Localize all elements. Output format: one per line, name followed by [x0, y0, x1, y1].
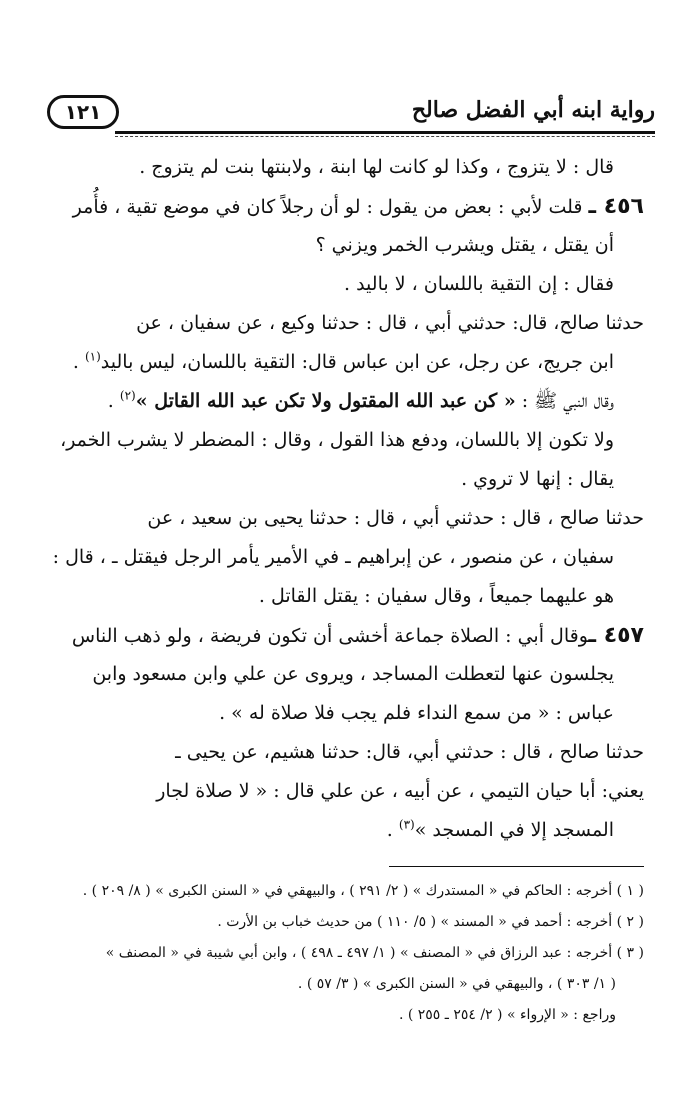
text-line: قلت لأبي : بعض من يقول : لو أن رجلاً كان في موضع تقية ، فأُمر: [72, 196, 589, 218]
footnote-separator: [389, 866, 644, 867]
text-line: حدثنا صالح ، قال : حدثني أبي، قال: حدثنا هشيم، عن يحيى ـ: [175, 741, 644, 763]
footnote-3: ( ٣ ) أخرجه : عبد الرزاق في « المصنف » ( ١/ ٤٩٧ ـ ٤٩٨ ) ، وابن أبي شيبة في « المصنف »: [105, 945, 644, 961]
text-line: يقال : إنها لا تروي .: [461, 468, 614, 490]
text-line: فقال : إن التقية باللسان ، لا باليد .: [344, 273, 614, 295]
text-segment: .: [107, 390, 120, 412]
footnote-2: ( ٢ ) أخرجه : أحمد في « المسند » ( ٥/ ١١٠ ) من حديث خباب بن الأرت .: [217, 914, 644, 930]
paragraph-number-456: ٤٥٦ ـ: [588, 194, 644, 219]
paragraph-457-first-line: [44, 616, 644, 655]
footnote-ref-2: (٢): [119, 388, 136, 403]
text-segment: وقال النبي ﷺ :: [515, 390, 614, 412]
text-line: يجلسون عنها لتعطلت المساجد ، ويروى عن علي وابن مسعود وابن: [92, 663, 614, 685]
text-line: حدثنا صالح ، قال : حدثني أبي ، قال : حدثنا يحيى بن سعيد ، عن: [147, 507, 644, 529]
text-line: هو عليهما جميعاً ، وقال سفيان : يقتل القاتل .: [258, 585, 614, 607]
footnote-3-see-also: وراجع : « الإرواء » ( ٢/ ٢٥٤ ـ ٢٥٥ ) .: [398, 1007, 616, 1023]
paragraph-456-first-line: [44, 187, 644, 226]
text-segment: .: [72, 351, 85, 373]
footnote-ref-1: (١): [84, 349, 101, 364]
header-rule: [115, 131, 655, 134]
text-line: حدثنا صالح، قال: حدثني أبي ، قال : حدثنا وكيع ، عن سفيان ، عن: [136, 312, 644, 334]
text-line-with-footnote: [44, 811, 644, 850]
text-segment: المسجد إلا في المسجد »: [414, 819, 614, 841]
hadith-quote: « كن عبد الله المقتول ولا تكن عبد الله القاتل »: [135, 390, 516, 412]
text-line: أن يقتل ، يقتل ويشرب الخمر ويزني ؟: [315, 234, 614, 256]
footnote-3-continued: ( ١/ ٣٠٣ ) ، والبيهقي في « السنن الكبرى » ( ٣/ ٥٧ ) .: [297, 976, 616, 992]
page-header: [45, 95, 655, 135]
text-segment: ابن جريج، عن رجل، عن ابن عباس قال: التقية باللسان، ليس باليد: [100, 351, 614, 373]
running-title: رواية ابنه أبي الفضل صالح: [411, 97, 655, 123]
text-segment: .: [386, 819, 399, 841]
header-rule-dotted: [115, 136, 655, 137]
footnote-1: ( ١ ) أخرجه : الحاكم في « المستدرك » ( ٢/ ٢٩١ ) ، والبيهقي في « السنن الكبرى » ( ٨/ ٢٠٩ ) .: [82, 883, 644, 899]
footnotes: [44, 876, 644, 1031]
text-line: يعني: أبا حيان التيمي ، عن أبيه ، عن علي قال : « لا صلاة لجار: [156, 780, 644, 802]
footnote-ref-3: (٣): [398, 817, 415, 832]
text-line: ولا تكون إلا باللسان، ودفع هذا القول ، وقال : المضطر لا يشرب الخمر،: [60, 429, 614, 451]
text-line: قال : لا يتزوج ، وكذا لو كانت لها ابنة ، ولابنتها بنت لم يتزوج .: [139, 156, 614, 178]
text-line: سفيان ، عن منصور ، عن إبراهيم ـ في الأمير يأمر الرجل فيقتل ـ ، قال :: [52, 546, 614, 568]
main-text: [44, 148, 644, 850]
page-number: ١٢١: [47, 95, 119, 129]
paragraph-number-457: ٤٥٧ ـ: [588, 623, 644, 648]
text-line-with-hadith: [44, 382, 644, 421]
text-line: عباس : « من سمع النداء فلم يجب فلا صلاة له » .: [219, 702, 614, 724]
text-line: وقال أبي : الصلاة جماعة أخشى أن تكون فريضة ، ولو ذهب الناس: [71, 625, 589, 647]
text-line-with-footnote: [44, 343, 644, 382]
